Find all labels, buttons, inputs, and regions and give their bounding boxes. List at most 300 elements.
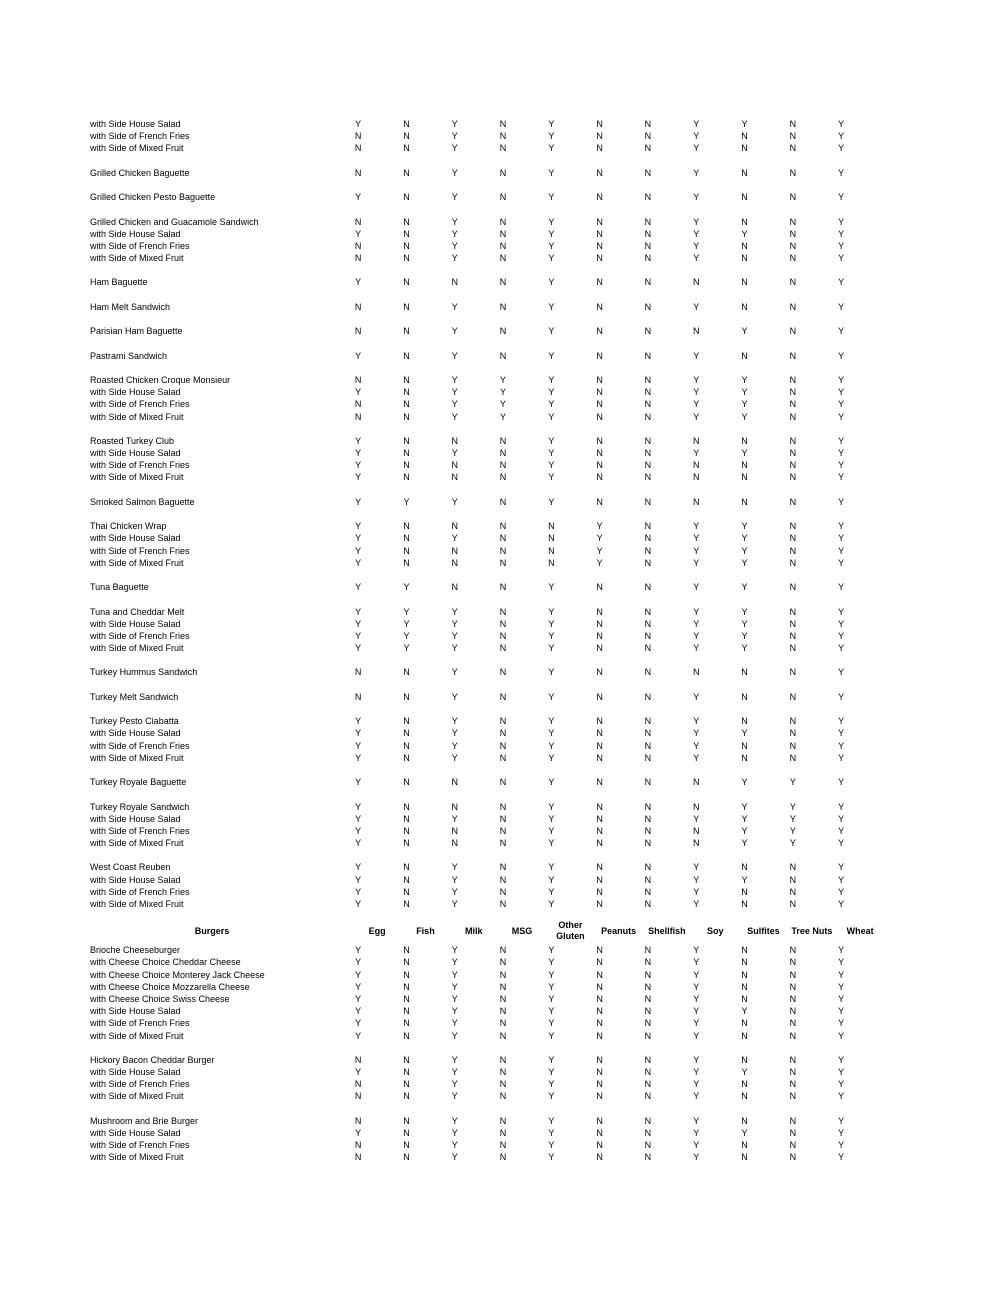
allergen-value: Y: [355, 119, 362, 129]
allergen-value: Y: [355, 582, 362, 593]
table-row: [90, 715, 1000, 727]
allergen-value: N: [644, 399, 652, 410]
allergen-value: Y: [741, 801, 748, 812]
allergen-value: N: [403, 1140, 410, 1151]
allergen-value: Y: [451, 606, 458, 617]
item-label: with Side House Salad: [90, 728, 181, 739]
table-row: [90, 411, 1000, 423]
item-label: with Side of Mixed Fruit: [90, 472, 184, 483]
allergen-value: Y: [838, 1128, 845, 1138]
allergen-value: N: [644, 969, 652, 980]
allergen-value: N: [644, 460, 652, 471]
allergen-value: N: [403, 1128, 410, 1138]
item-label: with Side of Mixed Fruit: [90, 143, 184, 154]
allergen-value: Y: [548, 740, 555, 751]
allergen-value: Y: [838, 1030, 845, 1041]
allergen-value: N: [499, 993, 507, 1004]
column-header: Milk: [464, 925, 483, 936]
allergen-value: N: [692, 667, 700, 678]
allergen-value: Y: [548, 993, 555, 1004]
allergen-value: N: [741, 435, 748, 446]
allergen-value: Y: [355, 435, 362, 446]
allergen-value: Y: [451, 131, 458, 142]
allergen-value: N: [403, 691, 410, 702]
allergen-value: N: [596, 886, 603, 897]
allergen-value: Y: [838, 813, 845, 824]
allergen-value: N: [499, 874, 507, 885]
allergen-value: N: [596, 119, 603, 129]
allergen-value: N: [596, 728, 603, 739]
allergen-value: Y: [548, 460, 555, 471]
allergen-value: N: [499, 618, 507, 629]
allergen-value: Y: [693, 1030, 700, 1041]
allergen-value: Y: [355, 533, 362, 544]
allergen-value: Y: [693, 1091, 700, 1102]
allergen-value: Y: [548, 1140, 555, 1151]
allergen-value: Y: [548, 216, 555, 227]
allergen-value: N: [596, 143, 603, 154]
allergen-value: N: [403, 253, 410, 264]
allergen-value: Y: [741, 557, 748, 568]
item-label: with Side House Salad: [90, 533, 181, 544]
allergen-value: Y: [741, 533, 748, 544]
allergen-value: Y: [451, 192, 458, 203]
allergen-value: Y: [548, 838, 555, 849]
allergen-value: N: [644, 1018, 652, 1029]
allergen-value: N: [789, 192, 797, 203]
table-row: [90, 727, 1000, 739]
allergen-value: N: [499, 143, 507, 154]
allergen-value: Y: [548, 1067, 555, 1078]
item-label: with Side of Mixed Fruit: [90, 1030, 184, 1041]
allergen-value: N: [403, 448, 410, 459]
allergen-value: Y: [548, 253, 555, 264]
allergen-value: N: [644, 545, 652, 556]
allergen-value: Y: [355, 838, 362, 849]
table-row: [90, 276, 1000, 288]
allergen-value: Y: [548, 435, 555, 446]
allergen-value: N: [644, 143, 652, 154]
table-row: [90, 496, 1000, 508]
item-label: Turkey Melt Sandwich: [90, 691, 179, 702]
allergen-value: Y: [548, 1115, 555, 1126]
allergen-value: Y: [403, 618, 410, 629]
table-row: [90, 386, 1000, 398]
allergen-value: N: [403, 374, 410, 385]
allergen-value: Y: [838, 1079, 845, 1090]
allergen-value: N: [403, 435, 410, 446]
allergen-value: N: [596, 228, 603, 239]
allergen-value: N: [789, 886, 797, 897]
allergen-value: N: [596, 326, 603, 337]
allergen-value: Y: [548, 1018, 555, 1029]
allergen-value: N: [403, 886, 410, 897]
item-label: with Side House Salad: [90, 813, 181, 824]
allergen-value: N: [354, 1140, 362, 1151]
allergen-value: Y: [548, 1128, 555, 1138]
allergen-value: Y: [838, 301, 845, 312]
allergen-value: N: [596, 740, 603, 751]
allergen-value: Y: [693, 1018, 700, 1029]
allergen-value: Y: [355, 1030, 362, 1041]
allergen-value: Y: [548, 582, 555, 593]
allergen-value: Y: [741, 448, 748, 459]
allergen-value: N: [644, 630, 652, 641]
allergen-value: Y: [693, 167, 700, 178]
allergen-value: Y: [451, 728, 458, 739]
allergen-value: N: [499, 630, 507, 641]
allergen-value: N: [403, 533, 410, 544]
allergen-value: N: [596, 253, 603, 264]
allergen-value: N: [403, 119, 410, 129]
allergen-value: N: [644, 862, 652, 873]
allergen-value: N: [644, 777, 652, 788]
allergen-value: N: [741, 277, 748, 288]
allergen-value: N: [596, 1091, 603, 1102]
item-label: with Side of Mixed Fruit: [90, 1091, 184, 1102]
allergen-value: N: [644, 277, 652, 288]
allergen-value: N: [548, 545, 555, 556]
allergen-value: Y: [548, 874, 555, 885]
table-row: [90, 581, 1000, 593]
allergen-value: Y: [548, 825, 555, 836]
allergen-value: N: [499, 240, 507, 251]
allergen-value: N: [354, 1054, 362, 1065]
allergen-value: N: [403, 545, 410, 556]
allergen-value: Y: [741, 387, 748, 398]
allergen-value: N: [596, 240, 603, 251]
item-label: Turkey Hummus Sandwich: [90, 667, 198, 678]
allergen-value: Y: [741, 1128, 748, 1138]
allergen-value: Y: [548, 691, 555, 702]
allergen-value: N: [644, 1079, 652, 1090]
column-header: Fish: [416, 925, 435, 936]
allergen-value: Y: [693, 143, 700, 154]
allergen-value: N: [741, 1152, 748, 1163]
allergen-value: Y: [451, 1067, 458, 1078]
allergen-value: N: [596, 969, 603, 980]
allergen-value: N: [499, 957, 507, 968]
allergen-value: Y: [693, 1140, 700, 1151]
allergen-value: N: [789, 667, 797, 678]
table-row: [90, 740, 1000, 752]
allergen-value: Y: [451, 301, 458, 312]
allergen-value: Y: [548, 192, 555, 203]
allergen-value: Y: [741, 228, 748, 239]
allergen-value: Y: [693, 886, 700, 897]
allergen-value: N: [499, 740, 507, 751]
table-row: [90, 557, 1000, 569]
allergen-value: N: [741, 862, 748, 873]
allergen-value: Y: [451, 981, 458, 992]
allergen-value: N: [403, 228, 410, 239]
allergen-value: N: [789, 521, 797, 532]
allergen-value: Y: [838, 1067, 845, 1078]
table-row: [90, 447, 1000, 459]
allergen-value: Y: [693, 350, 700, 361]
allergen-value: N: [789, 326, 797, 337]
allergen-value: Y: [355, 728, 362, 739]
item-label: with Side House Salad: [90, 387, 181, 398]
allergen-value: N: [499, 119, 507, 129]
allergen-value: N: [789, 167, 797, 178]
allergen-value: N: [596, 716, 603, 727]
allergen-value: Y: [451, 969, 458, 980]
item-label: Grilled Chicken and Guacamole Sandwich: [90, 216, 259, 227]
allergen-value: Y: [403, 643, 410, 654]
allergen-value: Y: [741, 411, 748, 422]
allergen-value: Y: [838, 957, 845, 968]
allergen-value: Y: [693, 399, 700, 410]
allergen-value: N: [403, 277, 410, 288]
table-row: [90, 191, 1000, 203]
column-header: Wheat: [846, 925, 874, 936]
allergen-value: Y: [451, 1018, 458, 1029]
allergen-value: N: [789, 945, 797, 956]
allergen-value: N: [596, 874, 603, 885]
allergen-value: N: [789, 119, 797, 129]
allergen-value: N: [596, 825, 603, 836]
allergen-value: N: [403, 1115, 410, 1126]
allergen-value: N: [789, 472, 797, 483]
allergen-value: N: [644, 1115, 652, 1126]
allergen-value: N: [789, 1091, 797, 1102]
allergen-value: Y: [548, 167, 555, 178]
allergen-value: Y: [355, 777, 362, 788]
allergen-value: Y: [693, 1128, 700, 1138]
row-spacer: [90, 423, 1000, 435]
allergen-value: N: [403, 460, 410, 471]
allergen-value: Y: [548, 801, 555, 812]
table-row: [90, 861, 1000, 873]
allergen-value: N: [644, 838, 652, 849]
table-row: [90, 350, 1000, 362]
allergen-value: N: [789, 993, 797, 1004]
item-label: Thai Chicken Wrap: [90, 521, 167, 532]
allergen-value: Y: [741, 1067, 748, 1078]
allergen-value: N: [692, 277, 700, 288]
allergen-value: Y: [693, 374, 700, 385]
item-label: with Side of French Fries: [90, 545, 190, 556]
allergen-value: N: [789, 630, 797, 641]
item-label: Hickory Bacon Cheddar Burger: [90, 1054, 215, 1065]
allergen-value: N: [499, 862, 507, 873]
allergen-value: N: [789, 1018, 797, 1029]
allergen-value: N: [741, 350, 748, 361]
allergen-value: N: [354, 301, 362, 312]
allergen-value: N: [741, 1018, 748, 1029]
item-label: Brioche Cheeseburger: [90, 945, 181, 956]
allergen-value: Y: [451, 1091, 458, 1102]
allergen-value: N: [596, 1152, 603, 1163]
allergen-value: N: [741, 472, 748, 483]
table-row: [90, 1090, 1000, 1102]
allergen-value: Y: [451, 1030, 458, 1041]
row-spacer: [90, 155, 1000, 167]
allergen-value: N: [644, 582, 652, 593]
allergen-value: Y: [355, 1018, 362, 1029]
allergen-value: N: [644, 387, 652, 398]
allergen-value: N: [644, 643, 652, 654]
allergen-value: Y: [548, 374, 555, 385]
allergen-value: Y: [451, 411, 458, 422]
allergen-value: N: [403, 1079, 410, 1090]
allergen-value: N: [596, 374, 603, 385]
allergen-value: N: [741, 143, 748, 154]
section-title: Burgers: [194, 926, 230, 937]
allergen-value: N: [403, 862, 410, 873]
section-header-row: [90, 918, 1000, 944]
allergen-value: Y: [451, 752, 458, 763]
allergen-value: Y: [789, 838, 796, 849]
allergen-value: N: [596, 435, 603, 446]
allergen-value: Y: [451, 216, 458, 227]
allergen-value: N: [789, 1152, 797, 1163]
allergen-value: N: [451, 277, 458, 288]
allergen-value: N: [499, 460, 507, 471]
allergen-value: Y: [451, 496, 458, 507]
row-spacer: [90, 1103, 1000, 1115]
allergen-value: N: [596, 301, 603, 312]
row-spacer: [90, 569, 1000, 581]
item-label: with Side House Salad: [90, 618, 181, 629]
allergen-value: N: [403, 399, 410, 410]
allergen-value: Y: [548, 1030, 555, 1041]
table-row: [90, 398, 1000, 410]
allergen-value: N: [596, 945, 603, 956]
item-label: Grilled Chicken Baguette: [90, 167, 190, 178]
allergen-value: N: [741, 969, 748, 980]
allergen-value: N: [644, 667, 652, 678]
allergen-value: N: [596, 957, 603, 968]
allergen-value: Y: [548, 981, 555, 992]
allergen-value: Y: [838, 1018, 845, 1029]
allergen-value: Y: [355, 472, 362, 483]
allergen-value: Y: [451, 1054, 458, 1065]
allergen-value: N: [499, 448, 507, 459]
allergen-value: N: [644, 1152, 652, 1163]
allergen-value: Y: [693, 448, 700, 459]
allergen-value: N: [354, 691, 362, 702]
item-label: with Side House Salad: [90, 448, 181, 459]
allergen-value: N: [789, 1054, 797, 1065]
item-label: with Side House Salad: [90, 228, 181, 239]
allergen-value: N: [644, 1067, 652, 1078]
allergen-value: Y: [838, 740, 845, 751]
allergen-value: Y: [838, 277, 845, 288]
allergen-value: N: [499, 1018, 507, 1029]
allergen-value: N: [789, 131, 797, 142]
allergen-value: N: [596, 1054, 603, 1065]
allergen-value: N: [596, 630, 603, 641]
allergen-value: Y: [838, 801, 845, 812]
allergen-value: N: [403, 1018, 410, 1029]
allergen-value: Y: [451, 899, 458, 909]
allergen-value: N: [403, 557, 410, 568]
allergen-value: N: [644, 957, 652, 968]
allergen-value: N: [403, 1054, 410, 1065]
allergen-value: Y: [838, 981, 845, 992]
allergen-value: Y: [500, 399, 507, 410]
item-label: Roasted Chicken Croque Monsieur: [90, 374, 231, 385]
allergen-value: N: [741, 131, 748, 142]
allergen-value: N: [692, 326, 700, 337]
allergen-value: N: [789, 1006, 797, 1017]
allergen-value: N: [741, 667, 748, 678]
item-label: Ham Melt Sandwich: [90, 301, 171, 312]
allergen-value: N: [644, 374, 652, 385]
item-label: Smoked Salmon Baguette: [90, 496, 195, 507]
allergen-value: Y: [451, 533, 458, 544]
table-row: [90, 1030, 1000, 1042]
allergen-value: Y: [355, 277, 362, 288]
allergen-value: N: [403, 752, 410, 763]
allergen-value: N: [644, 606, 652, 617]
item-label: Turkey Royale Sandwich: [90, 801, 190, 812]
table-row: [90, 993, 1000, 1005]
allergen-value: N: [499, 1054, 507, 1065]
allergen-value: N: [644, 691, 652, 702]
table-row: [90, 252, 1000, 264]
allergen-value: Y: [838, 643, 845, 654]
table-row: [90, 167, 1000, 179]
allergen-value: Y: [693, 1054, 700, 1065]
allergen-value: Y: [355, 957, 362, 968]
row-spacer: [90, 593, 1000, 605]
allergen-value: N: [403, 131, 410, 142]
allergen-value: N: [596, 1030, 603, 1041]
allergen-value: Y: [548, 240, 555, 251]
allergen-value: Y: [838, 862, 845, 873]
allergen-value: N: [741, 740, 748, 751]
allergen-value: Y: [355, 981, 362, 992]
item-label: with Side House Salad: [90, 1006, 181, 1017]
allergen-value: N: [789, 957, 797, 968]
allergen-value: N: [499, 326, 507, 337]
allergen-value: N: [499, 167, 507, 178]
allergen-value: N: [644, 1140, 652, 1151]
allergen-value: N: [499, 691, 507, 702]
allergen-value: N: [499, 643, 507, 654]
allergen-value: N: [789, 387, 797, 398]
allergen-value: N: [548, 557, 555, 568]
allergen-value: Y: [693, 740, 700, 751]
allergen-value: N: [644, 899, 652, 909]
allergen-value: N: [451, 801, 458, 812]
allergen-value: N: [741, 1054, 748, 1065]
column-header: Tree Nuts: [791, 925, 833, 936]
allergen-value: N: [741, 192, 748, 203]
allergen-value: N: [499, 825, 507, 836]
table-row: [90, 216, 1000, 228]
allergen-value: Y: [693, 301, 700, 312]
table-row: [90, 1005, 1000, 1017]
allergen-value: Y: [741, 582, 748, 593]
allergen-value: Y: [693, 728, 700, 739]
allergen-value: N: [499, 801, 507, 812]
column-header: Other Gluten: [556, 920, 585, 942]
allergen-value: Y: [838, 993, 845, 1004]
column-header: Egg: [368, 925, 386, 936]
allergen-value: N: [499, 131, 507, 142]
allergen-value: Y: [741, 630, 748, 641]
allergen-value: N: [741, 1079, 748, 1090]
allergen-value: N: [644, 716, 652, 727]
allergen-value: N: [596, 350, 603, 361]
allergen-value: N: [596, 216, 603, 227]
row-spacer: [90, 654, 1000, 666]
allergen-value: Y: [838, 752, 845, 763]
